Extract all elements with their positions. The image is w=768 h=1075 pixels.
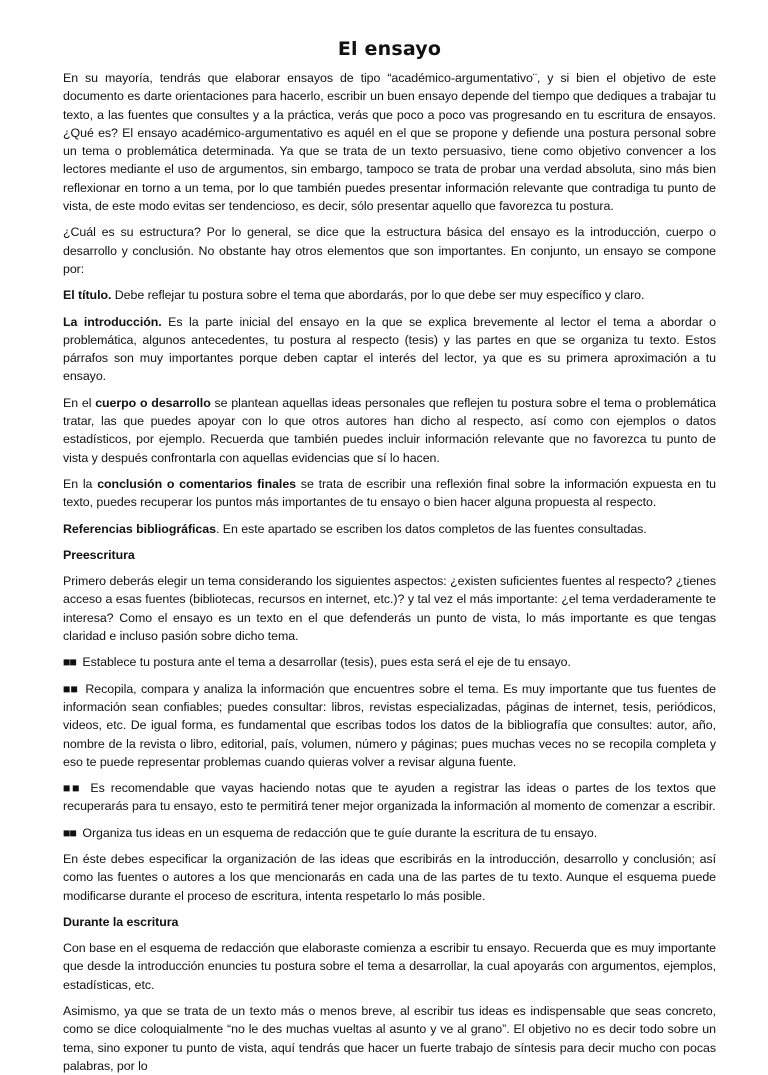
bullet-square-icon: ■■ — [63, 681, 78, 696]
introduction-term: La introducción. — [63, 314, 162, 329]
prewriting-heading: Preescritura — [63, 547, 135, 562]
bullet-item-notes — [63, 779, 716, 816]
references-term: Referencias bibliográficas — [63, 521, 216, 536]
references-text: . En este apartado se escriben los datos completos de las fuentes consultadas. — [215, 521, 647, 536]
body-text: se plantean aquellas ideas personales que reflejen tu postura sobre el tema o problemática tratar, las que puedes apoyar con lo que otros autores han dicho al respecto, así como con ejemplos o datos estadísticos, por ejemplo. Recuerda que también puedes incluir información relevante que no favorezca tu punto de vista y después confrontarla con aquellas evidencias que sí lo hacen. — [63, 395, 716, 465]
conclusion-item — [63, 475, 716, 512]
document-title: El ensayo — [337, 38, 442, 60]
title-term: El título. — [63, 288, 112, 303]
intro-paragraph: En su mayoría, tendrás que elaborar ensayos de tipo “académico-argumentativo¨, y si bien el objetivo de este documento es darte orientaciones para hacerlo, escribir un buen ensayo depende del tiempo que dediques a trabajar tu texto, a las fuentes que consultes y a la práctica, verás que poco a poco vas progresando en tu escritura de ensayos. ¿Qué es? El ensayo académico-argumentativo es aquél en el que se propone y defiende una postura personal sobre un tema o problemática determinada. Ya que se trata de un texto persuasivo, tiene como objetivo convencer a los lectores mediante el uso de argumentos, sin embargo, tampoco se trata de probar una verdad absoluta, sino más bien reflexionar en torno a un tema, por lo que también puedes presentar información relevante que contradiga tu punto de vista, de este modo evitas ser tendencioso, es decir, sólo presentar aquello que favorezca tu postura. — [63, 71, 716, 214]
bullet-square-icon: ■■ — [63, 655, 76, 670]
bullet-square-icon: ■■ — [63, 781, 82, 796]
bullet-item-research — [63, 680, 716, 771]
title-item — [63, 286, 716, 304]
body-term: cuerpo o desarrollo — [95, 395, 211, 410]
likewise-paragraph: Asimismo, ya que se trata de un texto más o menos breve, al escribir tus ideas es indispensable que seas concreto, como se dice coloquialmente “no le des muchas vueltas al asunto y ve al grano”. El objetivo no es decir todo sobre un tema, sino exponer tu punto de vista, aquí tendrás que hacer un fuerte trabajo de síntesis para decir mucho con pocas palabras, por lo — [63, 1004, 716, 1073]
references-item — [63, 520, 716, 538]
bullet-text: Es recomendable que vayas haciendo notas que te ayuden a registrar las ideas o partes de los textos que recuperarás para tu ensayo, esto te permitirá tener mejor organizada la información al momento de comenzar a escribir. — [63, 781, 716, 814]
bullet-text: Establece tu postura ante el tema a desarrollar (tesis), pues esta será el eje de tu ensayo. — [78, 655, 571, 670]
during-writing-heading: Durante la escritura — [63, 914, 179, 929]
conclusion-pre: En la — [63, 476, 98, 491]
body-pre: En el — [63, 395, 96, 410]
bullet-item-thesis — [63, 653, 716, 671]
title-text: Debe reflejar tu postura sobre el tema que abordarás, por lo que debe ser muy específico y claro. — [111, 288, 645, 303]
bullet-text: Organiza tus ideas en un esquema de redacción que te guíe durante la escritura de tu ensayo. — [78, 825, 598, 840]
conclusion-text: se trata de escribir una reflexión final sobre la información expuesta en tu texto, puedes recuperar los puntos más importantes de tu ensayo o bien hacer alguna propuesta al respecto. — [63, 476, 716, 510]
during-writing-paragraph: Con base en el esquema de redacción que elaboraste comienza a escribir tu ensayo. Recuerda que es muy importante que desde la introducción enuncies tu postura sobre el tema a desarrollar, la cual apoyarás con argumentos, ejemplos, estadísticas, etc. — [63, 941, 716, 992]
outline-paragraph: En éste debes especificar la organización de las ideas que escribirás en la introducción, desarrollo y conclusión; así como las fuentes o autores a los que mencionarás en cada una de las partes de tu texto. Aunque el esquema puede modificarse durante el proceso de escritura, intenta respetarlo lo más posible. — [63, 851, 716, 903]
structure-paragraph: ¿Cuál es su estructura? Por lo general, se dice que la estructura básica del ensayo es la introducción, cuerpo o desarrollo y conclusión. No obstante hay otros elementos que son importantes. En conjunto, un ensayo se compone por: — [63, 225, 716, 276]
introduction-item — [63, 313, 716, 386]
prewriting-paragraph: Primero deberás elegir un tema considerando los siguientes aspectos: ¿existen suficientes fuentes al respecto? ¿tienes acceso a esas fuentes (bibliotecas, recursos en internet, etc.)? y tal vez el más importante: ¿el tema verdaderamente te interesa? Como el ensayo es un texto en el que defenderás un punto de vista, lo más importante es que tengas claridad e incluso pasión sobre dicho tema. — [63, 574, 716, 644]
bullet-item-outline — [63, 824, 716, 842]
bullet-square-icon: ■■ — [63, 825, 76, 840]
body-item — [63, 394, 716, 467]
introduction-text: Es la parte inicial del ensayo en la que se explica brevemente al lector el tema a abordar o problemática, algunos antecedentes, tu postura al respecto (tesis) y las partes en que se organiza tu texto. Estos párrafos son muy importantes porque deben captar el interés del lector, ya que es su primera aproximación a tu ensayo. — [63, 314, 716, 384]
bullet-text: Recopila, compara y analiza la información que encuentres sobre el tema. Es muy importante que tus fuentes de información sean confiables; puedes consultar: libros, revistas especializadas, páginas de internet, tesis, periódicos, videos, etc. De igual forma, es fundamental que escribas todos los datos de la bibliografía que consultes: autor, año, nombre de la revista o libro, editorial, país, volumen, número y páginas; pues muchas veces no se recopila completa y eso te puede representar problemas cuando quieras volver a revisar alguna fuente. — [63, 681, 717, 769]
conclusion-term: conclusión o comentarios finales — [97, 476, 297, 491]
